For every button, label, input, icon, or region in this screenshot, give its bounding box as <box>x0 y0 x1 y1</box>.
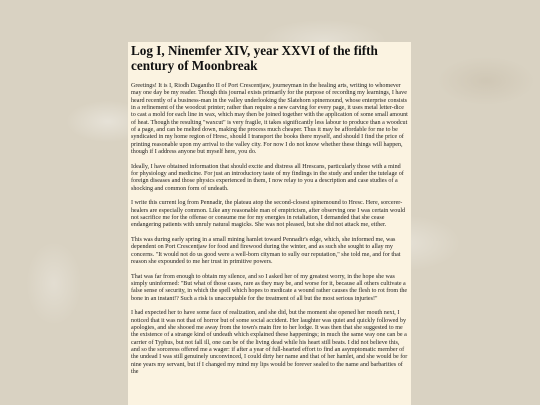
page-title: Log I, Ninemfer XIV, year XXVI of the fifth century of Moonbreak <box>131 43 378 73</box>
paragraph: I had expected her to have some face of realization, and she did, but the moment she opened her mouth next, I noticed that it was not that of horror but of some social accident. Her laughter was quiet and quickly followed by apologies, and she shooed me away from the town's main fire to her lodge. It was then that she suggested to me the existence of a strange kind of undeath which explained these happenings; in much the same way one can be a carrier of Typhus, but not fall ill, one can be of the living dead while his heart still beats. I did not believe this, and so the sorceress offered me a wager: if after a year of full-hearted effort to find an asymptomatic member of the undead I was still genuinely unconvinced, I could dirty her name and that of her hamlet, and she would be for nine years my servant, but if I changed my mind my lips would be forever sealed to the name and barbarities of the <box>131 310 408 376</box>
paragraph: Greetings! It is I, Riodh Daganiho II of Port Crescentjaw, journeyman in the healing arts, writing to whomever may one day be my reader. Though this journal exists primarily for the purpose of recording my learnings, I have heard recently of a business-man in the valley underlooking the Slatehorn spinemound, whose enterprise consists in a refinement of the woodcut printer; rather than require a new carving for every page, it uses metal letter-dice to cast a mold for each line in wax, which may then be joined together with the application of some small amount of heat. Though the resulting "waxcut" is very fragile, it takes significantly less labour to produce than a woodcut of a page, and can be melted down, making the process much cheaper. Thus it may be affordable for me to be syndicated in my home region of Hresc, should I transport the books there myself, and should I find the price of printing reasonable upon my arrival to the valley city. For now I do not know whether these things will happen, though if I address anyone but myself here, you do. <box>131 83 408 156</box>
paragraph: Ideally, I have obtained information that should excite and distress all Hrescans, particularly those with a mind for physiology and medicine. For just an introductory taste of my findings in the study and under the tutelage of foreign diseases and those physics experienced in them, I now relay to you a description and case studies of a shocking and common form of undeath. <box>131 163 404 192</box>
paragraph: I write this current log from Pennadir, the plateau atop the second-closest spinemound to Hresc. Here, sorcerer-healers are especially common. Like any reasonable man of empiricism, after observing one I was certain would not sacrifice me for the offense or consume me for my energies in retaliation, I demanded that she cease endangering patients with unruly natural magicks. She was not pleased, but she did not attack me, either. <box>131 200 406 229</box>
document-page <box>128 42 411 405</box>
paragraph: This was during early spring in a small mining hamlet toward Pennadir's edge, which, she informed me, was dependent on Port Crescentjaw for food and firewood during the winter, and as such she sought to allay my concerns. "It would not do us good were a well-born cityman to sully our reputation," she told me, and for that reason she expounded to me her trust in primitive powers. <box>131 237 401 266</box>
paragraph: That was far from enough to obtain my silence, and so I asked her of my greatest worry, in the hope she was simply uninformed: "But what of those cases, rare as they may be, and worse for it, because all others cultivate a false sense of security, in which the spell which hopes to medicate a wound rather causes the flesh to rot from the bone in an instant!? Such a risk is unacceptable for the treatment of all but the most serious injuries!" <box>131 273 408 302</box>
